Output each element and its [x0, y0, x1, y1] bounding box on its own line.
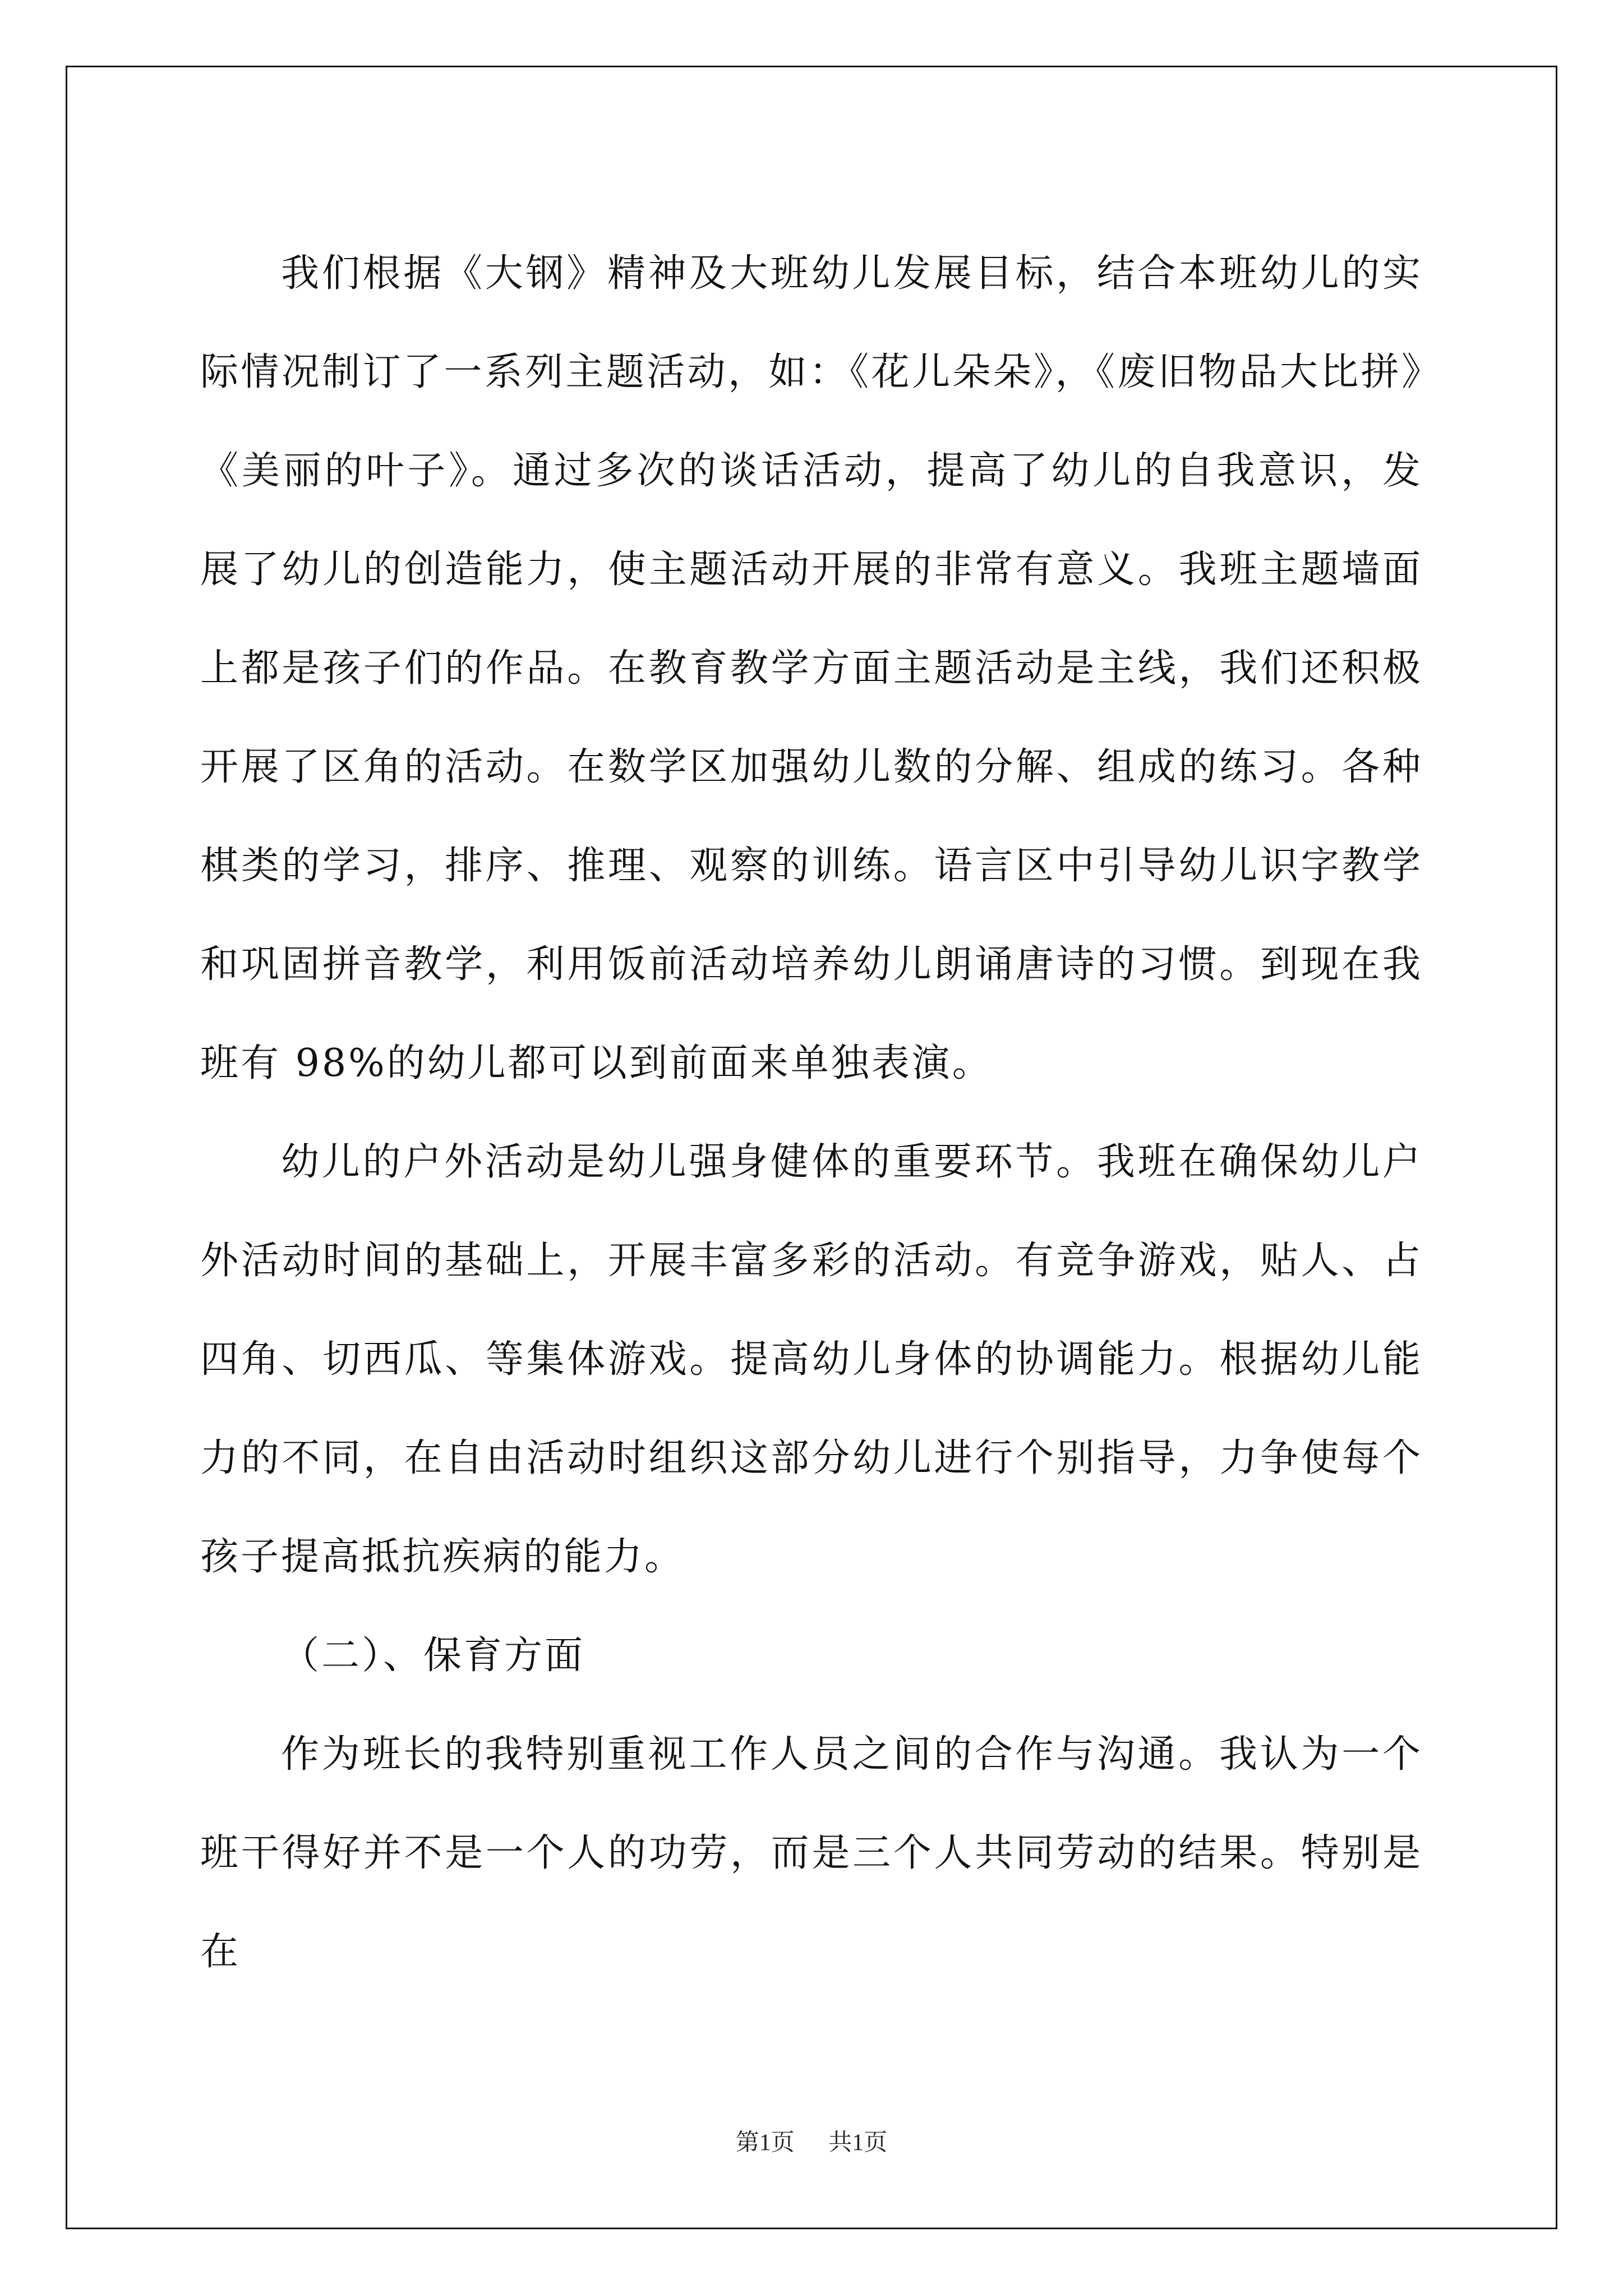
- paragraph-3: 作为班长的我特别重视工作人员之间的合作与沟通。我认为一个班干得好并不是一个人的功劳，而是三个人共同劳动的结果。特别是在: [200, 1732, 1423, 1974]
- paragraph-1: 我们根据《大钢》精神及大班幼儿发展目标，结合本班幼儿的实际情况制订了一系列主题活动，如：《花儿朵朵》，《废旧物品大比拼》《美丽的叶子》。通过多次的谈话活动，提高了幼儿的自我意识，发展了幼儿的创造能力，使主题活动开展的非常有意义。我班主题墙面上都是孩子们的作品。在教育教学方面主题活动是主线，我们还积极开展了区角的活动。在数学区加强幼儿数的分解、组成的练习。各种棋类的学习，排序、推理、观察的训练。语言区中引导幼儿识字教学和巩固拼音教学，利用饭前活动培养幼儿朗诵唐诗的习惯。到现在我班有 98%的幼儿都可以到前面来单独表演。: [200, 251, 1423, 1085]
- page-footer: [0, 2126, 1623, 2160]
- section-heading: （二）、保育方面: [281, 1634, 585, 1678]
- page-number: 第1页: [735, 2130, 795, 2156]
- paragraph-2: 幼儿的户外活动是幼儿强身健体的重要环节。我班在确保幼儿户外活动时间的基础上，开展丰富多彩的活动。有竞争游戏，贴人、占四角、切西瓜、等集体游戏。提高幼儿身体的协调能力。根据幼儿能力的不同，在自由活动时组织这部分幼儿进行个别指导，力争使每个孩子提高抵抗疾病的能力。: [200, 1140, 1423, 1579]
- page-total: 共1页: [828, 2130, 888, 2156]
- document-body: [200, 224, 1423, 2001]
